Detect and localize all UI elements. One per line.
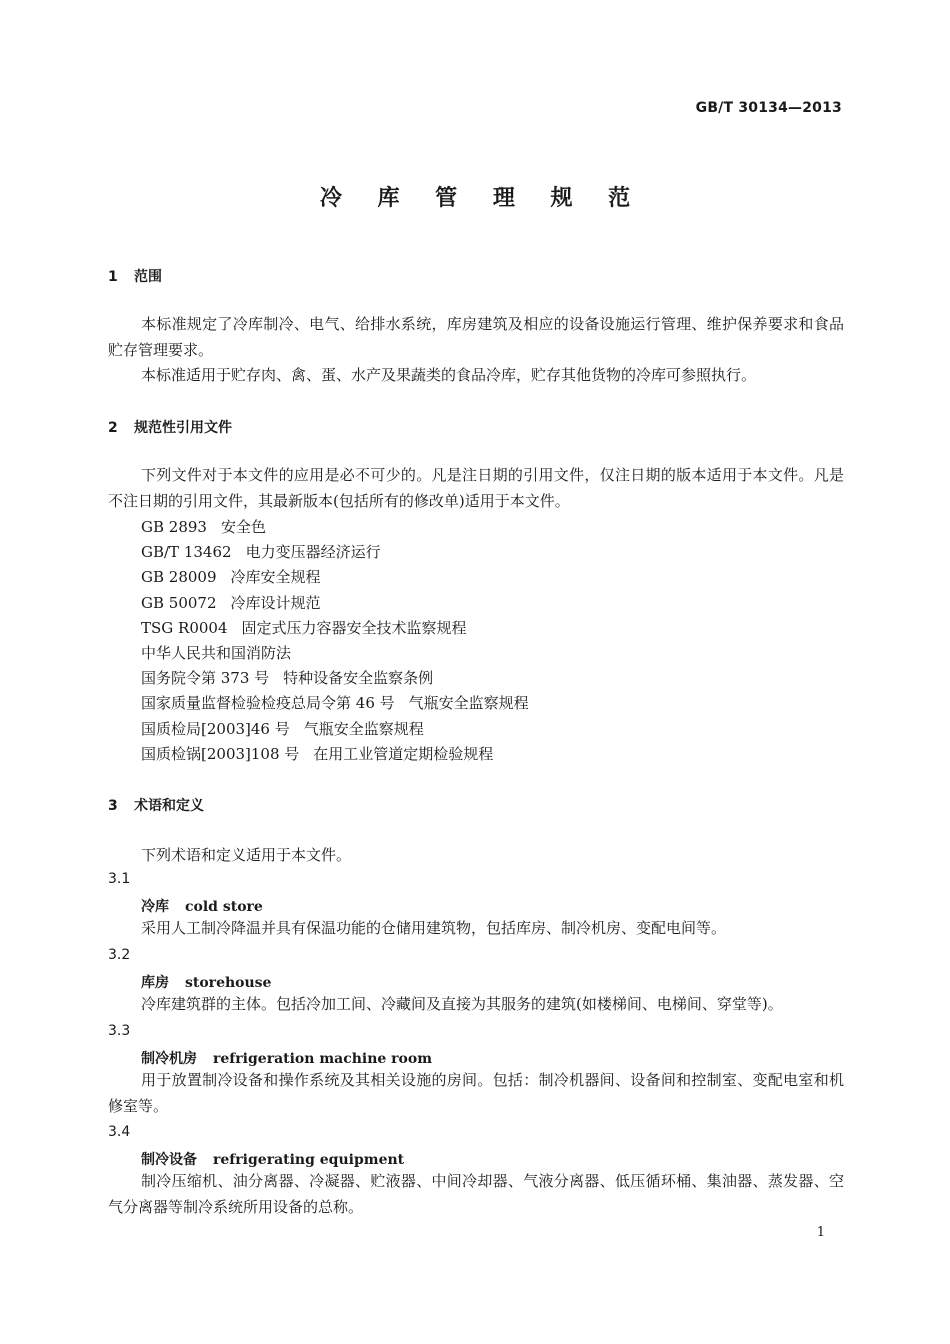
reference-item (141, 743, 493, 764)
term-number: 3.3 (108, 1023, 131, 1039)
reference-code: TSG R0004 (141, 619, 228, 637)
section-3-heading (108, 795, 204, 815)
reference-code: 国质检局[2003]46 号 (141, 720, 290, 738)
section-2-heading (108, 417, 232, 437)
reference-code: GB 50072 (141, 594, 217, 612)
reference-item (141, 566, 321, 587)
reference-code: 国家质量监督检验检疫总局令第 46 号 (141, 694, 395, 712)
section-title: 规范性引用文件 (134, 420, 232, 436)
section-2-intro: 下列文件对于本文件的应用是必不可少的。凡是注日期的引用文件，仅注日期的版本适用于本文件。凡是不注日期的引用文件，其最新版本(包括所有的修改单)适用于本文件。 (108, 466, 844, 510)
term-number: 3.1 (108, 871, 131, 887)
term-definition: 用于放置制冷设备和操作系统及其相关设施的房间。包括：制冷机器间、设备间和控制室、变配电室和机修室等。 (108, 1071, 844, 1115)
reference-item (141, 516, 266, 537)
reference-title: 冷库安全规程 (230, 568, 321, 586)
section-1-paragraph-1: 本标准规定了冷库制冷、电气、给排水系统，库房建筑及相应的设备设施运行管理、维护保养要求和食品贮存管理要求。 (108, 315, 844, 359)
reference-title: 特种设备安全监察条例 (283, 669, 434, 687)
reference-item (141, 718, 424, 739)
term-name (141, 972, 271, 992)
section-number: 1 (108, 269, 118, 285)
reference-item (141, 541, 381, 562)
reference-title: 安全色 (220, 518, 266, 536)
section-1-heading (108, 266, 162, 286)
reference-title: 在用工业管道定期检验规程 (313, 745, 494, 763)
term-definition: 冷库建筑群的主体。包括冷加工间、冷藏间及直接为其服务的建筑(如楼梯间、电梯间、穿堂等)。 (141, 995, 783, 1013)
term-name (141, 1048, 432, 1068)
reference-title: 固定式压力容器安全技术监察规程 (241, 619, 467, 637)
term-name-cn: 库房 (141, 975, 169, 991)
reference-item (141, 692, 529, 713)
section-1-paragraph-2: 本标准适用于贮存肉、禽、蛋、水产及果蔬类的食品冷库，贮存其他货物的冷库可参照执行。 (141, 366, 757, 384)
term-name-cn: 制冷机房 (141, 1051, 197, 1067)
reference-item (141, 642, 305, 663)
reference-title: 气瓶安全监察规程 (408, 694, 529, 712)
document-title: 冷 库 管 理 规 范 (319, 186, 645, 211)
reference-code: 中华人民共和国消防法 (141, 644, 292, 662)
term-number: 3.4 (108, 1124, 131, 1140)
reference-code: 国质检锅[2003]108 号 (141, 745, 300, 763)
section-3-intro: 下列术语和定义适用于本文件。 (141, 846, 352, 864)
term-name-cn: 冷库 (141, 899, 169, 915)
term-definition: 制冷压缩机、油分离器、冷凝器、贮液器、中间冷却器、气液分离器、低压循环桶、集油器、蒸发器、空气分离器等制冷系统所用设备的总称。 (108, 1172, 844, 1216)
reference-code: GB 28009 (141, 568, 217, 586)
term-name-en: storehouse (185, 975, 272, 991)
term-name-cn: 制冷设备 (141, 1152, 197, 1168)
term-name-en: refrigerating equipment (213, 1152, 405, 1168)
section-title: 范围 (134, 269, 162, 285)
term-name (141, 896, 263, 916)
reference-code: GB/T 13462 (141, 543, 232, 561)
reference-item (141, 592, 321, 613)
reference-code: GB 2893 (141, 518, 207, 536)
reference-code: 国务院令第 373 号 (141, 669, 270, 687)
section-number: 3 (108, 798, 118, 814)
page-number: 1 (816, 1225, 825, 1240)
section-title: 术语和定义 (134, 798, 204, 814)
reference-title: 气瓶安全监察规程 (303, 720, 424, 738)
reference-title: 电力变压器经济运行 (245, 543, 381, 561)
term-definition: 采用人工制冷降温并具有保温功能的仓储用建筑物，包括库房、制冷机房、变配电间等。 (141, 919, 727, 937)
term-name-en: refrigeration machine room (213, 1051, 433, 1067)
term-name-en: cold store (185, 899, 263, 915)
reference-item (141, 617, 467, 638)
standard-code: GB/T 30134—2013 (695, 100, 842, 116)
reference-item (141, 667, 433, 688)
reference-title: 冷库设计规范 (230, 594, 321, 612)
term-number: 3.2 (108, 947, 131, 963)
section-number: 2 (108, 420, 118, 436)
term-name (141, 1149, 404, 1169)
